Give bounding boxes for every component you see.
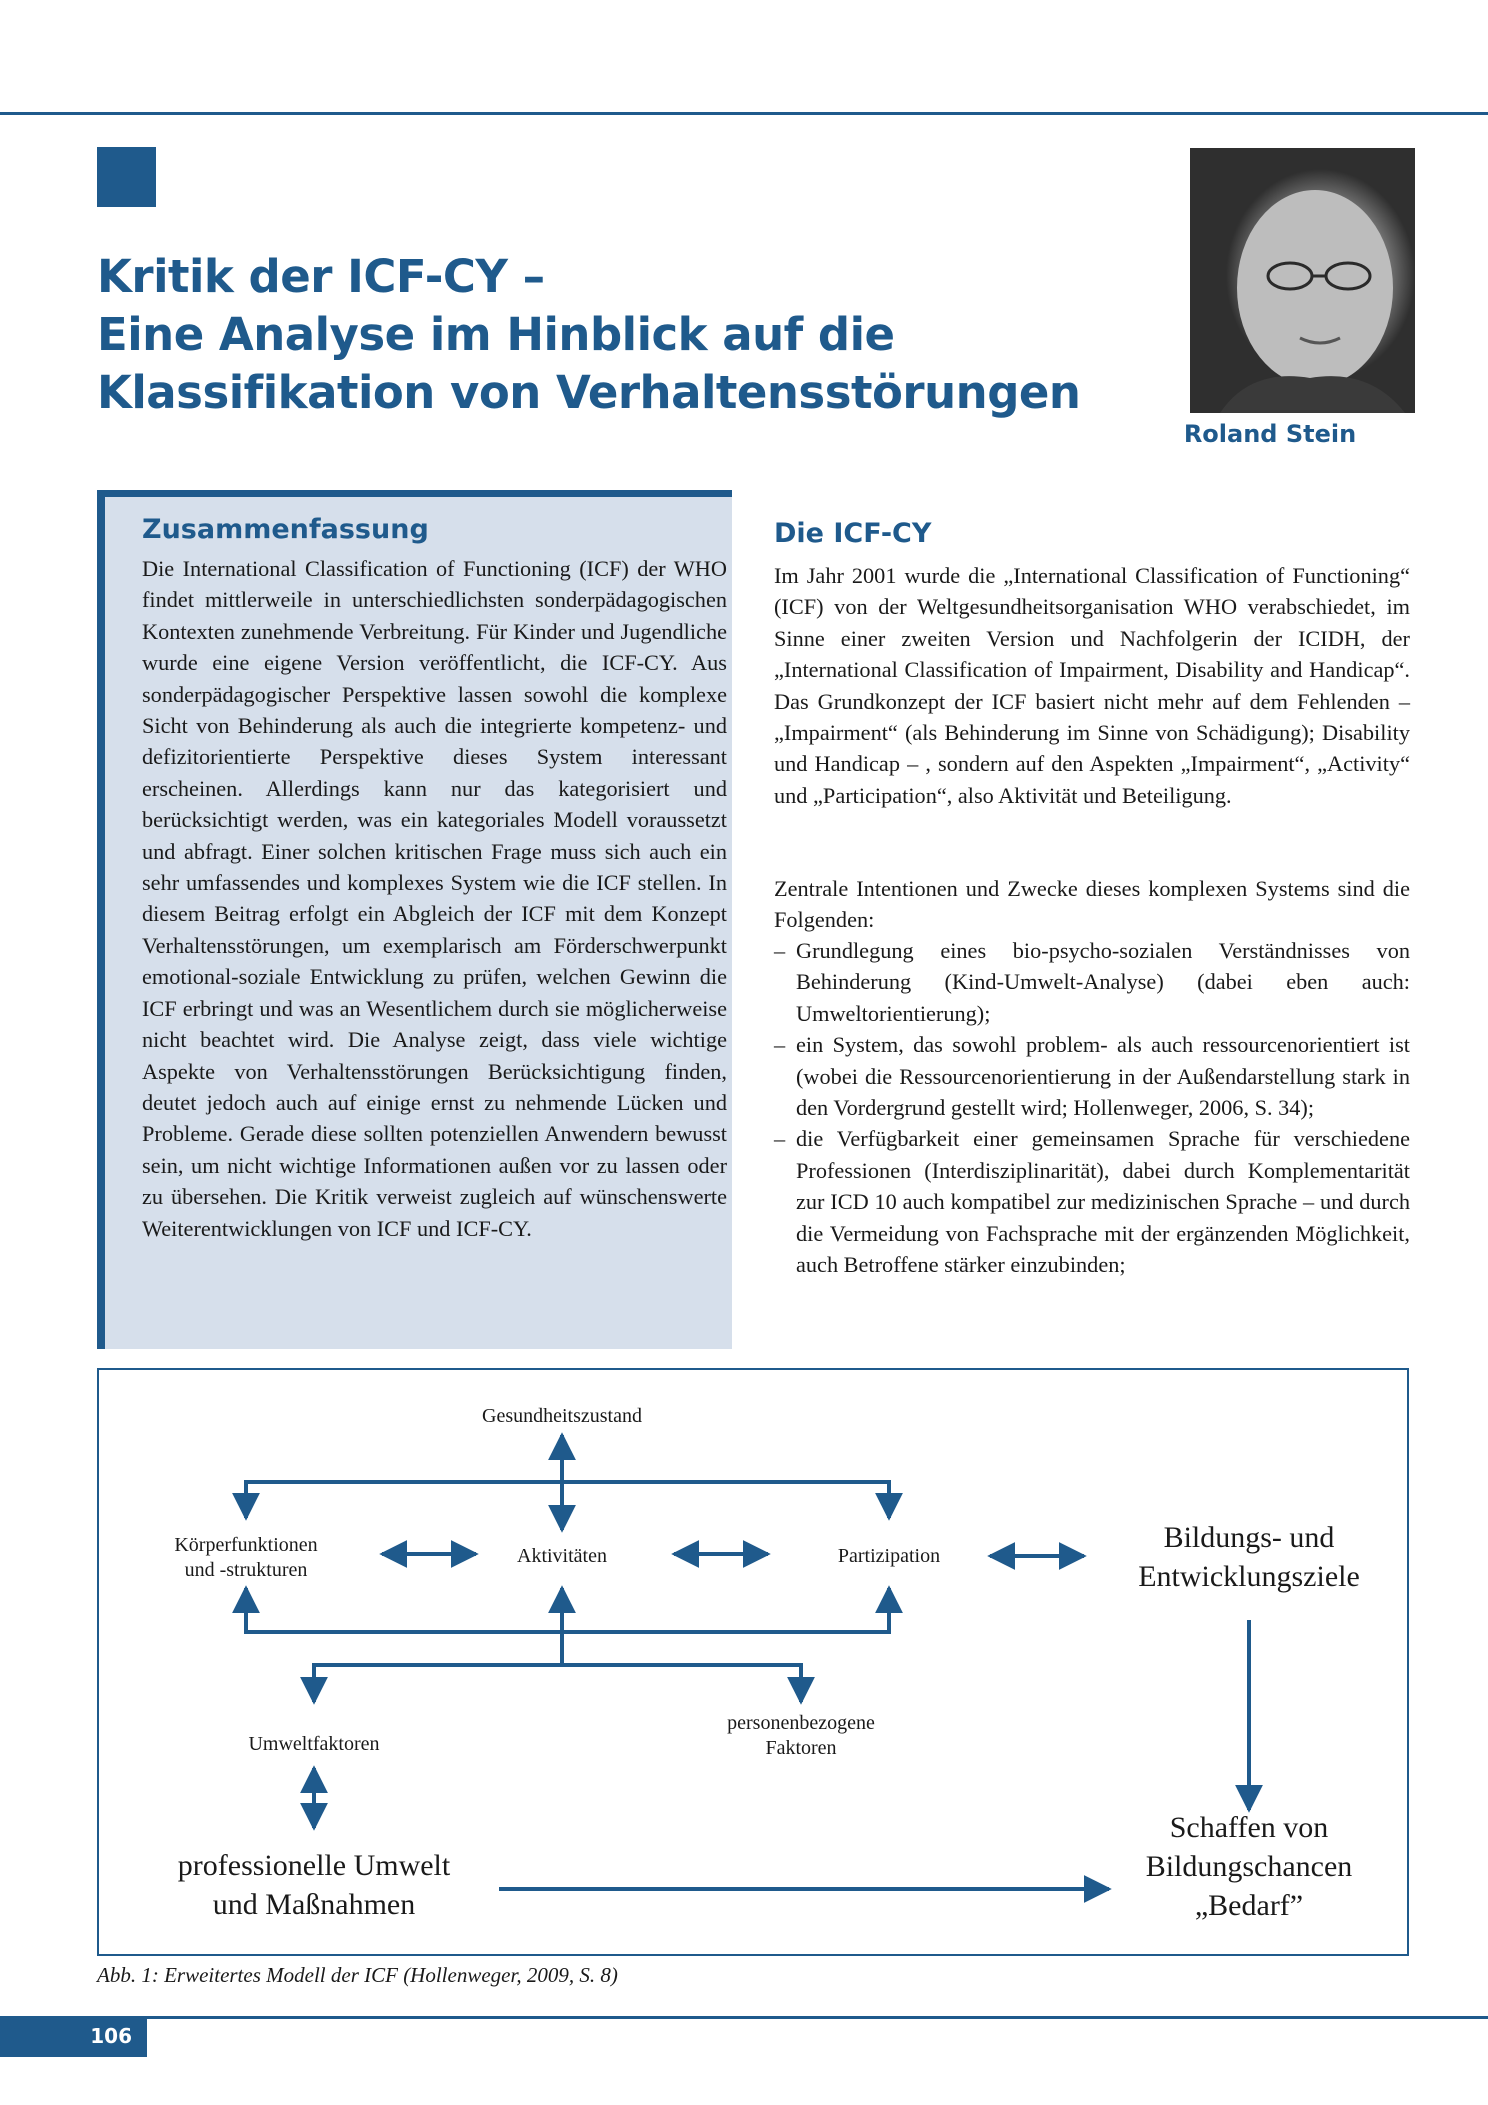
header-rule: [0, 112, 1488, 115]
personal-factors-label: personenbezogene Faktoren: [727, 1712, 875, 1759]
education-goals-label: Bildungs- und Entwicklungsziele: [1138, 1521, 1360, 1593]
icf-model-figure: [97, 1368, 1409, 1956]
figure-caption: Abb. 1: Erweitertes Modell der ICF (Hollenweger, 2009, S. 8): [97, 1963, 618, 1987]
health-condition-label: Gesundheitszustand: [482, 1405, 642, 1427]
bottom-bracket-left: [246, 1588, 562, 1632]
abstract-box: [97, 490, 732, 1349]
top-bracket-left: [246, 1482, 562, 1518]
title-line-1: Kritik der ICF-CY –: [97, 250, 545, 303]
participation-label: Partizipation: [837, 1545, 941, 1567]
professional-environment-label: professionelle Umwelt und Maßnahmen: [177, 1849, 451, 1921]
list-item: – die Verfügbarkeit einer gemeinsamen Sprache für verschiedene Professionen (Interdisziplinarität), dabei durch Komplementarität zur ICD 10 auch kompatibel zur medizinischen Sprache – und durch die Vermeidung von Fachsprache mit der ergänzenden Möglichkeit, auch Betroffene stärker einzubinden;: [774, 1126, 1410, 1278]
activities-label: Aktivitäten: [517, 1545, 607, 1567]
abstract-heading: Zusammenfassung: [142, 514, 429, 545]
article-title: [97, 248, 1097, 422]
top-bracket-right: [562, 1482, 889, 1518]
author-photo: [1190, 148, 1415, 413]
list-item: – Grundlegung eines bio-psycho-sozialen Verständnisses von Behinderung (Kind-Umwelt-Analyse) (dabei eben auch: Umweltorientierung);: [774, 938, 1410, 1026]
education-chances-label: Schaffen von Bildungschancen „Bedarf”: [1145, 1811, 1353, 1922]
body-functions-label: Körperfunktionen und -strukturen: [174, 1534, 318, 1581]
context-bracket-right: [562, 1665, 801, 1702]
page-number: 106: [0, 2016, 147, 2057]
section-paragraph-2: Zentrale Intentionen und Zwecke dieses komplexen Systems sind die Folgenden:: [774, 876, 1410, 933]
section-heading: Die ICF-CY: [774, 518, 932, 549]
footer-rule: [0, 2016, 1488, 2019]
environmental-factors-label: Umweltfaktoren: [248, 1733, 380, 1755]
intentions-list: [774, 935, 1410, 1280]
section-marker-square: [97, 147, 156, 207]
title-line-2: Eine Analyse im Hinblick auf die: [97, 308, 895, 361]
list-item: – ein System, das sowohl problem- als auch ressourcenorientiert ist (wobei die Ressourcenorientierung in der Außendarstellung stark in den Vordergrund gestellt wird; Hollenweger, 2006, S. 34);: [774, 1032, 1410, 1121]
author-name: Roland Stein: [1183, 420, 1357, 448]
abstract-text: Die International Classification of Functioning (ICF) der WHO findet mittlerweile in unterschiedlichsten sonderpädagogischen Kontexten zunehmende Verbreitung. Für Kinder und Jugendliche wurde eine eigene Version veröffentlicht, die ICF-CY. Aus sonderpädagogischer Perspektive lassen sowohl die komplexe Sicht von Behinderung als auch die integrierte kompetenz- und defizitorientierte Perspektive dieses System interessant erscheinen. Allerdings kann nur das kategorisiert und berücksichtigt werden, was ein kategoriales Modell voraussetzt und abfragt. Einer solchen kritischen Frage muss sich auch ein sehr umfassendes und komplexes System wie die ICF stellen. In diesem Beitrag erfolgt ein Abgleich der ICF mit dem Konzept Verhaltensstörungen, um exemplarisch am Förderschwerpunkt emotional-soziale Entwicklung zu prüfen, welchen Gewinn die ICF erbringt und was an Wesentlichem durch sie möglicherweise nicht beachtet wird. Die Analyse zeigt, dass viele wichtige Aspekte von Verhaltensstörungen Berücksichtigung finden, deutet jedoch auch auf einige ernst zu nehmende Lücken und Probleme. Gerade diese sollten potenziellen Anwendern bewusst sein, um nicht wichtige Informationen außen vor zu lassen oder zu übersehen. Die Kritik verweist zugleich auf wünschenswerte Weiterentwicklungen von ICF und ICF-CY.: [142, 556, 727, 1241]
section-paragraph-1: Im Jahr 2001 wurde die „International Classification of Functioning“ (ICF) von der Weltgesundheitsorganisation WHO verabschiedet, im Sinne einer zweiten Version und Nachfolgerin der ICIDH, der „International Classification of Impairment, Disability and Handicap“. Das Grundkonzept der ICF basiert nicht mehr auf dem Fehlenden – „Impairment“ (als Behinderung im Sinne von Schädigung); Disability und Handicap – , sondern auf den Aspekten „Impairment“, „Activity“ und „Participation“, also Aktivität und Beteiligung.: [774, 563, 1410, 808]
title-line-3: Klassifikation von Verhaltensstörungen: [97, 366, 1081, 419]
context-bracket-left: [314, 1632, 562, 1702]
bottom-bracket-right: [562, 1588, 889, 1632]
